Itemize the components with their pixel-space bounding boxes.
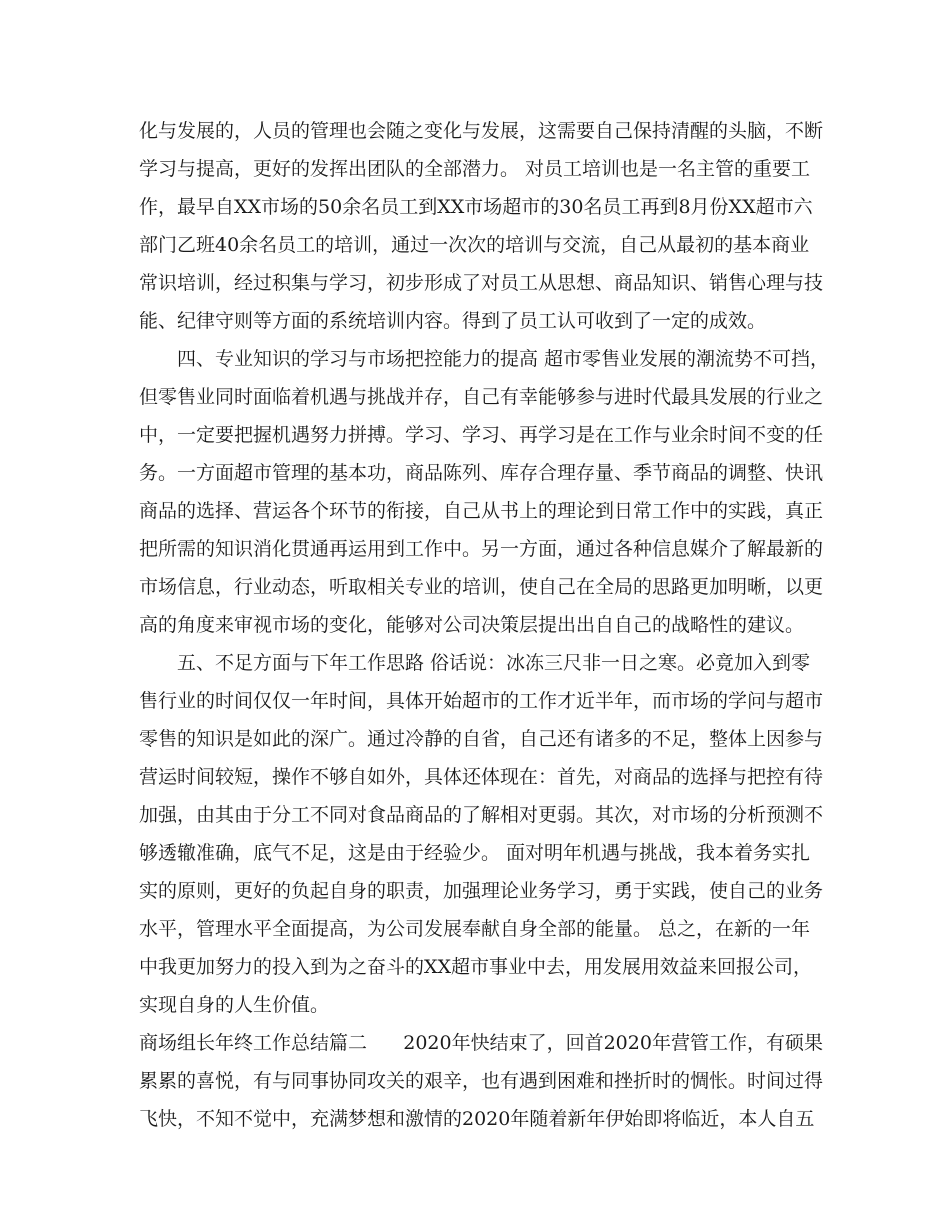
text-line: 化与发展的，人员的管理也会随之变化与发展，这需要自己保持清醒的头脑，不断: [139, 120, 824, 142]
article-title-line: 商场组长年终工作总结篇二 2020年快结束了，回首2020年营管工作，有硕果: [139, 1032, 823, 1054]
text-line: 市场信息，行业动态，听取相关专业的培训，使自己在全局的思路更加明晰，以更: [139, 576, 824, 598]
text-line: 中，一定要把握机遇努力拼搏。学习、学习、再学习是在工作与业余时间不变的任: [139, 424, 824, 446]
text-line: 作，最早自XX市场的50余名员工到XX市场超市的30名员工再到8月份XX超市六: [139, 196, 813, 218]
text-line: 够透辙准确，底气不足，这是由于经验少。 面对明年机遇与挑战，我本着务实扎: [139, 842, 811, 864]
section-heading-line: 五、不足方面与下年工作思路 俗话说：冰冻三尺非一日之寒。必竟加入到零: [177, 652, 811, 674]
text-line: 营运时间较短，操作不够自如外，具体还体现在：首先，对商品的选择与把控有待: [139, 766, 824, 788]
text-line: 商品的选择、营运各个环节的衔接，自己从书上的理论到日常工作中的实践，真正: [139, 500, 824, 522]
text-line: 实的原则，更好的负起自身的职责，加强理论业务学习，勇于实践，使自己的业务: [139, 880, 824, 902]
text-line: 水平，管理水平全面提高，为公司发展奉献自身全部的能量。 总之，在新的一年: [139, 918, 811, 940]
section-heading-line: 四、专业知识的学习与市场把控能力的提高 超市零售业发展的潮流势不可挡，: [177, 348, 830, 370]
text-line: 零售的知识是如此的深广。通过冷静的自省，自己还有诸多的不足，整体上因参与: [139, 728, 824, 750]
text-line: 务。一方面超市管理的基本功，商品陈列、库存合理存量、季节商品的调整、快讯: [139, 462, 824, 484]
text-line: 高的角度来审视市场的变化，能够对公司决策层提出出自自己的战略性的建议。: [139, 614, 805, 636]
text-line: 累累的喜悦，有与同事协同攻关的艰辛，也有遇到困难和挫折时的惆怅。时间过得: [139, 1070, 824, 1092]
text-line: 中我更加努力的投入到为之奋斗的XX超市事业中去，用发展用效益来回报公司，: [139, 956, 813, 978]
text-line: 部门乙班40余名员工的培训，通过一次次的培训与交流，自己从最初的基本商业: [139, 234, 810, 256]
text-line: 售行业的时间仅仅一年时间，具体开始超市的工作才近半年，而市场的学问与超市: [139, 690, 824, 712]
text-line: 加强，由其由于分工不同对食品商品的了解相对更弱。其次，对市场的分析预测不: [139, 804, 824, 826]
text-line: 常识培训，经过积集与学习，初步形成了对员工从思想、商品知识、销售心理与技: [139, 272, 824, 294]
text-line: 但零售业同时面临着机遇与挑战并存，自己有幸能够参与进时代最具发展的行业之: [139, 386, 824, 408]
text-line: 实现自身的人生价值。: [139, 994, 330, 1016]
text-line: 把所需的知识消化贯通再运用到工作中。另一方面，通过各种信息媒介了解最新的: [139, 538, 824, 560]
text-line: 能、纪律守则等方面的系统培训内容。得到了员工认可收到了一定的成效。: [139, 310, 767, 332]
text-line: 学习与提高，更好的发挥出团队的全部潜力。 对员工培训也是一名主管的重要工: [139, 158, 811, 180]
text-line: 飞快，不知不觉中，充满梦想和激情的2020年随着新年伊始即将临近，本人自五: [139, 1108, 815, 1130]
